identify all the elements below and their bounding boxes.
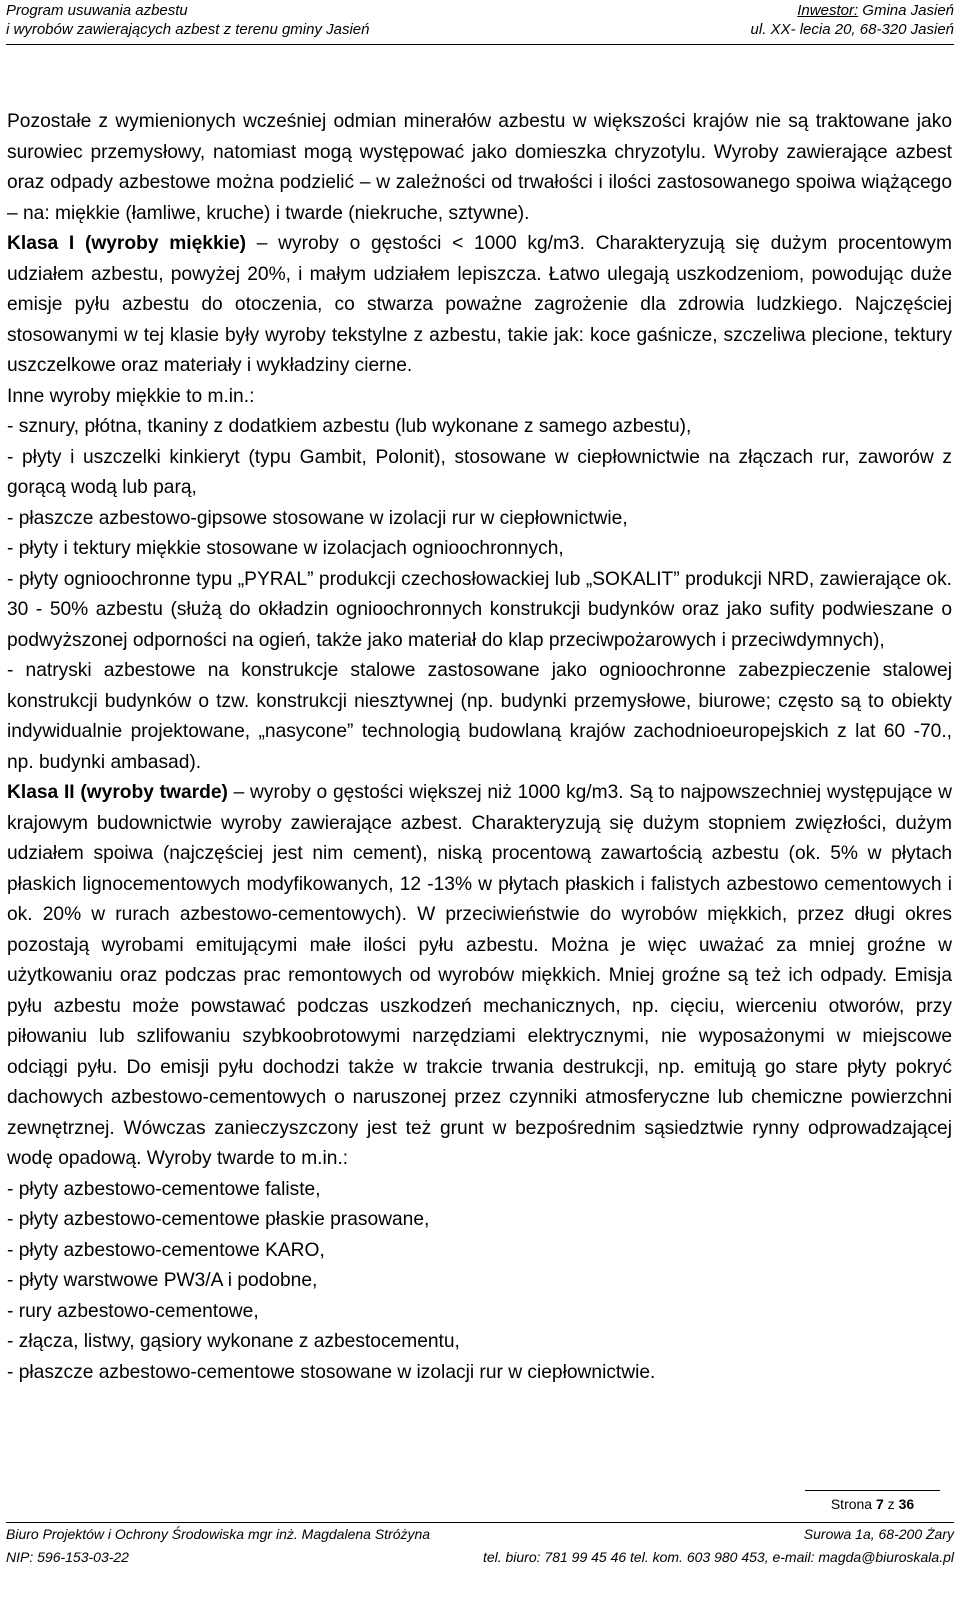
class-1-heading: Klasa I (wyroby miękkie) bbox=[7, 233, 247, 254]
class-1-text: – wyroby o gęstości < 1000 kg/m3. Charakteryzują się dużym procentowym udziałem azbestu, powyżej 20%, i małym udziałem lepiszcza. Łatwo ulegają uszkodzeniom, powodując duże emisje pyłu azbestu do otoczenia, co stwarza poważne zagrożenie dla zdrowia ludzkiego. Najczęściej stosowanymi w tej klasie były wyroby tekstylne z azbestu, takie jak: koce gaśnicze, szczeliwa plecione, tektury uszczelkowe oraz materiały i wykładziny cierne. bbox=[7, 233, 952, 376]
page-number bbox=[805, 1490, 940, 1517]
footer-address: Surowa 1a, 68-200 Żary bbox=[803, 1526, 954, 1542]
header-divider bbox=[6, 44, 954, 45]
page-header bbox=[6, 0, 954, 60]
soft-item: - natryski azbestowe na konstrukcje stalowe zastosowane jako ognioochronne zabezpieczenie stalowej konstrukcji budynków o tzw. konstrukcji niesztywnej (np. budynki przemysłowe, biurowe; często są to obiekty indywidualnie projektowane, „nasycone” technologią budowlaną krajów zachodnioeuropejskich z lat 60 -70., np. budynki ambasad). bbox=[7, 660, 952, 773]
hard-item: - płyty azbestowo-cementowe KARO, bbox=[7, 1239, 325, 1261]
header-investor-label: Inwestor: bbox=[797, 2, 859, 19]
paragraph-class-1 bbox=[7, 229, 952, 382]
page-number-prefix: Strona bbox=[830, 1496, 876, 1512]
header-investor-value: Gmina Jasień bbox=[858, 2, 954, 19]
class-2-heading: Klasa II (wyroby twarde) bbox=[7, 782, 228, 803]
header-program-title: Program usuwania azbestu bbox=[6, 2, 188, 19]
paragraph-class-2 bbox=[7, 778, 952, 1175]
header-program-subtitle: i wyrobów zawierających azbest z terenu gminy Jasień bbox=[6, 21, 370, 38]
hard-item: - płyty azbestowo-cementowe faliste, bbox=[7, 1178, 321, 1200]
page-number-current: 7 bbox=[875, 1496, 884, 1512]
soft-item: - płyty i uszczelki kinkieryt (typu Gambit, Polonit), stosowane w ciepłownictwie na złączach rur, zaworów z gorącą wodą lub parą, bbox=[7, 446, 952, 498]
footer-nip: NIP: 596-153-03-22 bbox=[6, 1549, 129, 1565]
page-body bbox=[7, 107, 952, 1388]
footer-divider bbox=[6, 1522, 954, 1523]
header-left bbox=[6, 1, 370, 39]
paragraph-intro: Pozostałe z wymienionych wcześniej odmian minerałów azbestu w większości krajów nie są traktowane jako surowiec przemysłowy, natomiast mogą występować jako domieszka chryzotylu. Wyroby zawierające azbest oraz odpady azbestowe można podzielić – w zależności od trwałości i ilości zastosowanego spoiwa wiążącego – na: miękkie (łamliwe, kruche) i twarde (niekruche, sztywne). bbox=[7, 111, 952, 224]
class-2-text: – wyroby o gęstości większej niż 1000 kg/m3. Są to najpowszechniej występujące w krajowym budownictwie wyroby zawierające azbest. Charakteryzują się dużym stopniem zwięzłości, dużym udziałem spoiwa (najczęściej jest nim cement), niską procentową zawartością azbestu (ok. 5% w płytach płaskich lignocementowych modyfikowanych, 12 -13% w płytach płaskich i falistych azbestowo cementowych i ok. 20% w rurach azbestowo-cementowych). W przeciwieństwie do wyrobów miękkich, przez długi okres pozostają wyrobami emitującymi małe ilości pyłu azbestu. Można je więc uważać za mniej groźne w użytkowaniu oraz podczas prac remontowych od wyrobów miękkich. Mniej groźne są też ich odpady. Emisja pyłu azbestu może powstawać podczas uszkodzeń mechanicznych, np. cięciu, wierceniu otworów, przy piłowaniu lub szlifowaniu szybkoobrotowymi narzędziami elektrycznymi, nie wyposażonymi w miejscowe odciągi pyłu. Do emisji pyłu dochodzi także w trakcie trwania destrukcji, np. emitują go stare płyty pokryć dachowych azbestowo-cementowych o naruszonej przez czynniki atmosferyczne lub chemiczne powierzchni zewnętrznej. Wówczas zanieczyszczony jest też grunt w bezpośrednim sąsiedztwie rynny odprowadzającej wodę opadową. Wyroby twarde to m.in.: bbox=[7, 782, 953, 1169]
soft-item: - sznury, płótna, tkaniny z dodatkiem azbestu (lub wykonane z samego azbestu), bbox=[7, 416, 692, 437]
hard-item: - płyty azbestowo-cementowe płaskie prasowane, bbox=[7, 1209, 430, 1230]
soft-item: - płyty i tektury miękkie stosowane w izolacjach ognioochronnych, bbox=[7, 538, 564, 559]
hard-item: - płyty warstwowe PW3/A i podobne, bbox=[7, 1270, 318, 1291]
hard-item: - złącza, listwy, gąsiory wykonane z azbestocementu, bbox=[7, 1331, 460, 1352]
page-number-separator: z bbox=[883, 1496, 899, 1512]
header-address: ul. XX- lecia 20, 68-320 Jasień bbox=[750, 21, 954, 38]
soft-item: - płaszcze azbestowo-gipsowe stosowane w izolacji rur w ciepłownictwie, bbox=[7, 507, 628, 529]
soft-item: - płyty ognioochronne typu „PYRAL” produkcji czechosłowackiej lub „SOKALIT” produkcji NRD, zawierające ok. 30 - 50% azbestu (służą do okładzin ognioochronnych konstrukcji budynków oraz jako sufity podwieszane o podwyższonej odporności na ogień, także jako materiał do klap przeciwpożarowych i przeciwdymnych), bbox=[7, 568, 952, 651]
footer-company: Biuro Projektów i Ochrony Środowiska mgr inż. Magdalena Stróżyna bbox=[6, 1526, 431, 1542]
header-right bbox=[751, 1, 954, 39]
header-investor bbox=[751, 1, 954, 20]
hard-item: - rury azbestowo-cementowe, bbox=[7, 1300, 259, 1322]
soft-products-intro: Inne wyroby miękkie to m.in.: bbox=[7, 385, 255, 407]
hard-item: - płaszcze azbestowo-cementowe stosowane w izolacji rur w ciepłownictwie. bbox=[7, 1361, 656, 1383]
page-number-total: 36 bbox=[898, 1496, 915, 1512]
footer-contact: tel. biuro: 781 99 45 46 tel. kom. 603 980 453, e-mail: magda@biuroskala.pl bbox=[482, 1549, 954, 1565]
